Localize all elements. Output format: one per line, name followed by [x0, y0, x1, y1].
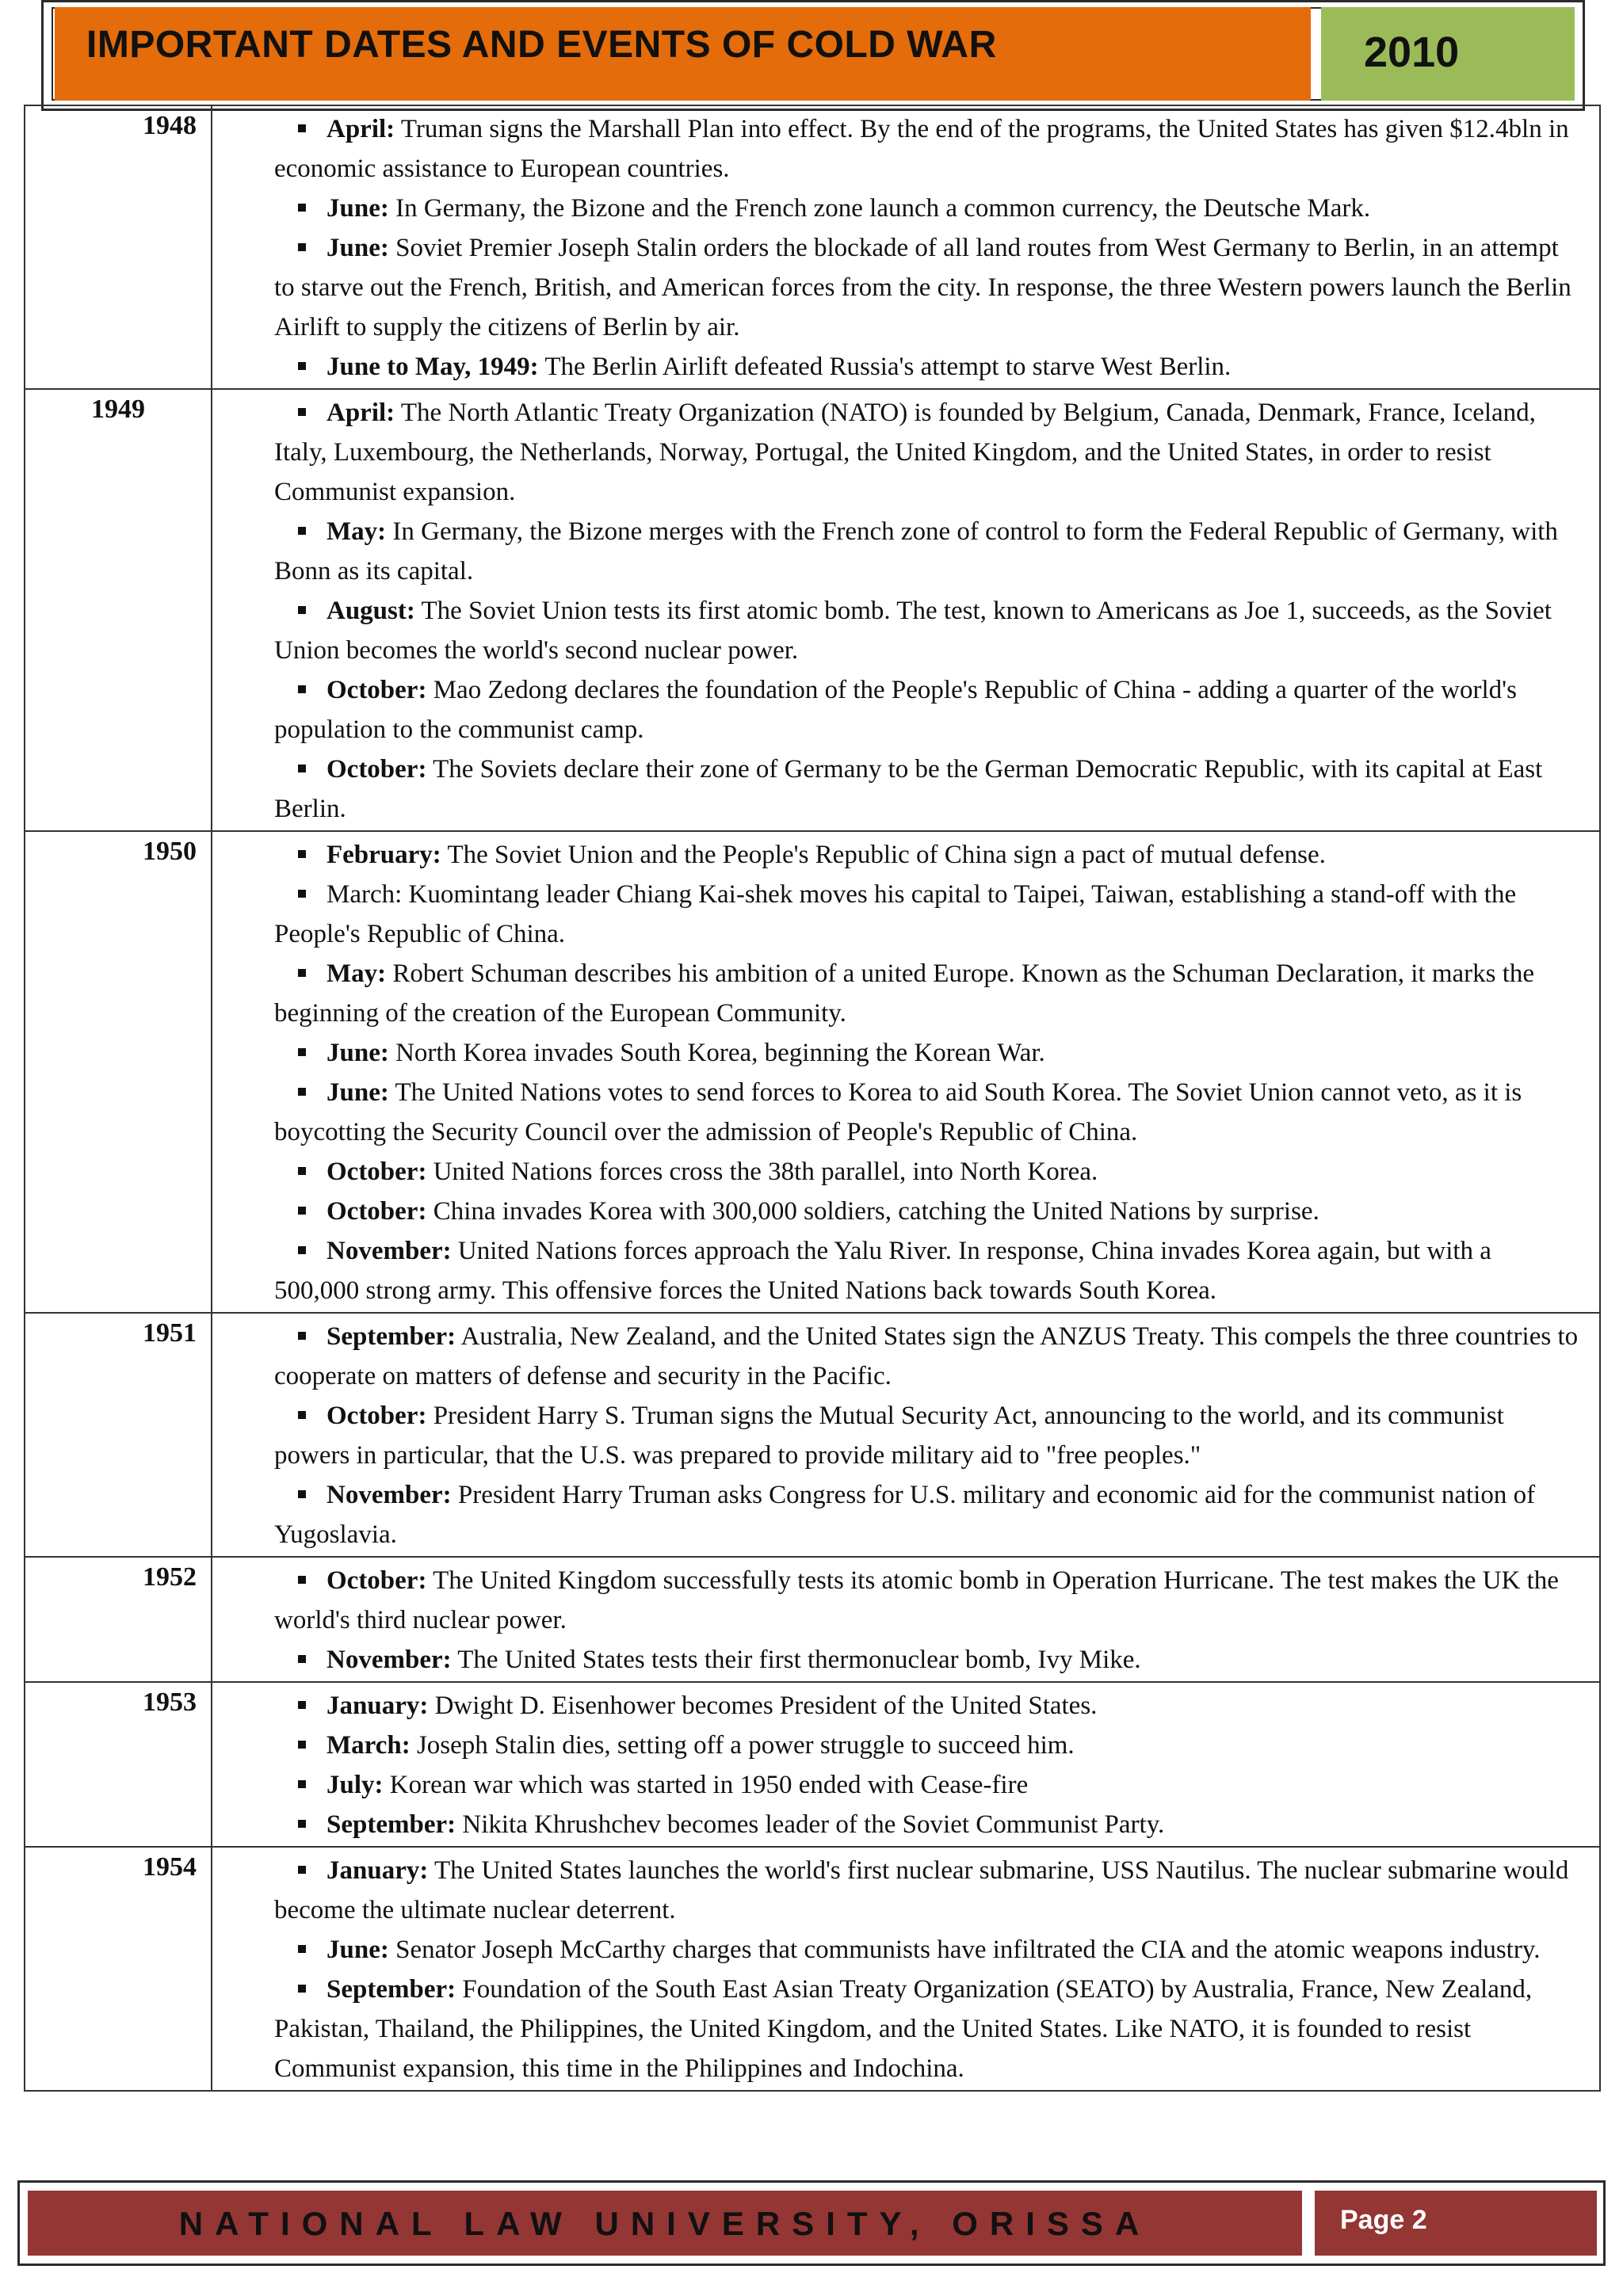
event-item [274, 1640, 1580, 1680]
event-item [274, 189, 1580, 228]
event-description: Robert Schuman describes his ambition of a united Europe. Known as the Schuman Declaration, it marks the beginning of the creation of the European Community. [274, 959, 1535, 1028]
year-cell: 1948 [25, 105, 212, 389]
event-description: The United Nations votes to send forces to Korea to aid South Korea. The Soviet Union cannot veto, as it is boycotting the Security Council over the admission of People's Republic of China. [274, 1078, 1522, 1146]
event-month: March: [327, 1731, 411, 1760]
timeline-row [25, 1557, 1600, 1682]
event-description: The Soviets declare their zone of Germany to be the German Democratic Republic, with its capital at East Berlin. [274, 755, 1543, 823]
year-cell: 1952 [25, 1557, 212, 1682]
square-bullet-icon [298, 1332, 306, 1340]
event-month: January: [327, 1691, 429, 1720]
title-banner [55, 7, 1311, 101]
event-item [274, 749, 1580, 829]
event-item [274, 1765, 1580, 1805]
square-bullet-icon [298, 1780, 306, 1788]
event-item [274, 228, 1580, 347]
event-month: September: [327, 1975, 456, 2004]
event-description: North Korea invades South Korea, beginning the Korean War. [388, 1039, 1045, 1067]
event-description: March: Kuomintang leader Chiang Kai-shek moves his capital to Taipei, Taiwan, establishing a stand-off with the People's Republic of China. [274, 880, 1517, 948]
event-description: The North Atlantic Treaty Organization (NATO) is founded by Belgium, Canada, Denmark, France, Iceland, Italy, Luxembourg, the Netherlands, Norway, Portugal, the United Kingdom, and the United States, in order to resist Communist expansion. [274, 399, 1536, 506]
event-month: July: [327, 1771, 384, 1799]
events-cell [212, 1847, 1600, 2091]
event-month: June: [327, 1936, 389, 1964]
square-bullet-icon [298, 850, 306, 858]
event-month: January: [327, 1856, 429, 1885]
event-description: The United Kingdom successfully tests its atomic bomb in Operation Hurricane. The test makes the UK the world's third nuclear power. [274, 1566, 1559, 1634]
event-month: June: [327, 1078, 389, 1107]
square-bullet-icon [298, 1701, 306, 1709]
event-month: April: [327, 399, 395, 427]
event-month: September: [327, 1810, 456, 1839]
event-month: August: [327, 597, 415, 625]
event-item [274, 347, 1580, 387]
square-bullet-icon [298, 1246, 306, 1254]
event-month: November: [327, 1481, 452, 1509]
event-month: June: [327, 234, 389, 262]
event-month: October: [327, 1402, 427, 1430]
square-bullet-icon [298, 1048, 306, 1056]
square-bullet-icon [298, 1655, 306, 1663]
year-cell: 1951 [25, 1313, 212, 1557]
event-item [274, 109, 1580, 189]
event-item [274, 1073, 1580, 1152]
events-cell [212, 1313, 1600, 1557]
events-cell [212, 389, 1600, 831]
event-item [274, 1152, 1580, 1192]
event-month: June: [327, 194, 389, 223]
timeline-row [25, 105, 1600, 389]
event-item [274, 1231, 1580, 1310]
event-item [274, 1686, 1580, 1726]
event-description: In Germany, the Bizone and the French zone launch a common currency, the Deutsche Mark. [388, 194, 1371, 223]
event-month: June to May, 1949: [327, 353, 539, 381]
event-description: Korean war which was started in 1950 ended with Cease-fire [383, 1771, 1029, 1799]
event-description: President Harry S. Truman signs the Mutual Security Act, announcing to the world, and its communist powers in particular, that the U.S. was prepared to provide military aid to "free peoples." [274, 1402, 1504, 1470]
event-month: September: [327, 1322, 456, 1351]
event-description: Mao Zedong declares the foundation of the People's Republic of China - adding a quarter of the world's population to the communist camp. [274, 676, 1517, 744]
square-bullet-icon [298, 1741, 306, 1749]
event-description: The United States launches the world's first nuclear submarine, USS Nautilus. The nuclear submarine would become the ultimate nuclear deterrent. [274, 1856, 1569, 1924]
square-bullet-icon [298, 890, 306, 898]
event-month: April: [327, 115, 395, 143]
event-month: May: [327, 959, 387, 988]
event-month: October: [327, 1566, 427, 1595]
timeline-body [25, 105, 1600, 2091]
square-bullet-icon [298, 606, 306, 614]
event-item [274, 954, 1580, 1033]
document-year: 2010 [1364, 29, 1460, 76]
timeline-row [25, 831, 1600, 1313]
events-cell [212, 1682, 1600, 1847]
event-description: The Soviet Union and the People's Republic of China sign a pact of mutual defense. [441, 841, 1326, 869]
page-header [41, 0, 1585, 111]
year-banner [1321, 7, 1575, 101]
event-month: October: [327, 1197, 427, 1226]
event-month: February: [327, 841, 441, 869]
page-number-box [1315, 2191, 1597, 2256]
square-bullet-icon [298, 1576, 306, 1584]
event-description: United Nations forces approach the Yalu River. In response, China invades Korea again, but with a 500,000 strong army. This offensive forces the United Nations back towards South Korea. [274, 1237, 1491, 1305]
square-bullet-icon [298, 1820, 306, 1828]
event-item [274, 875, 1580, 954]
event-description: In Germany, the Bizone merges with the French zone of control to form the Federal Republic of Germany, with Bonn as its capital. [274, 517, 1558, 585]
event-month: May: [327, 517, 387, 546]
event-description: The United States tests their first thermonuclear bomb, Ivy Mike. [451, 1646, 1141, 1674]
events-cell [212, 105, 1600, 389]
event-month: November: [327, 1646, 452, 1674]
square-bullet-icon [298, 124, 306, 132]
square-bullet-icon [298, 765, 306, 772]
year-cell: 1950 [25, 831, 212, 1313]
square-bullet-icon [298, 1866, 306, 1874]
event-item [274, 1805, 1580, 1844]
document-title: IMPORTANT DATES AND EVENTS OF COLD WAR [86, 24, 997, 66]
event-item [274, 1396, 1580, 1475]
square-bullet-icon [298, 362, 306, 370]
square-bullet-icon [298, 685, 306, 693]
square-bullet-icon [298, 1945, 306, 1953]
event-item [274, 1851, 1580, 1930]
event-item [274, 835, 1580, 875]
event-item [274, 1930, 1580, 1970]
event-description: The Soviet Union tests its first atomic bomb. The test, known to Americans as Joe 1, succeeds, as the Soviet Union becomes the world's second nuclear power. [274, 597, 1552, 665]
event-description: The Berlin Airlift defeated Russia's attempt to starve West Berlin. [538, 353, 1232, 381]
events-cell [212, 1557, 1600, 1682]
event-item [274, 1192, 1580, 1231]
event-item [274, 1726, 1580, 1765]
timeline-table [24, 105, 1601, 2092]
event-description: Truman signs the Marshall Plan into effect. By the end of the programs, the United States has given $12.4bln in economic assistance to European countries. [274, 115, 1569, 183]
square-bullet-icon [298, 527, 306, 535]
events-cell [212, 831, 1600, 1313]
footer-band [28, 2191, 1302, 2256]
event-description: Dwight D. Eisenhower becomes President of the United States. [428, 1691, 1098, 1720]
event-item [274, 1475, 1580, 1554]
timeline-row [25, 1313, 1600, 1557]
square-bullet-icon [298, 204, 306, 212]
event-description: President Harry Truman asks Congress for U.S. military and economic aid for the communist nation of Yugoslavia. [274, 1481, 1536, 1549]
year-cell: 1954 [25, 1847, 212, 2091]
event-item [274, 670, 1580, 749]
event-description: Senator Joseph McCarthy charges that communists have infiltrated the CIA and the atomic weapons industry. [388, 1936, 1541, 1964]
event-month: October: [327, 755, 427, 784]
event-description: Joseph Stalin dies, setting off a power struggle to succeed him. [410, 1731, 1075, 1760]
event-item [274, 512, 1580, 591]
square-bullet-icon [298, 1088, 306, 1096]
page-number: Page 2 [1340, 2205, 1427, 2235]
square-bullet-icon [298, 408, 306, 416]
event-month: October: [327, 1158, 427, 1186]
square-bullet-icon [298, 1490, 306, 1498]
event-item [274, 1033, 1580, 1073]
square-bullet-icon [298, 1985, 306, 1993]
page-footer [17, 2180, 1606, 2266]
event-item [274, 591, 1580, 670]
event-item [274, 1970, 1580, 2088]
timeline-row [25, 1847, 1600, 2091]
timeline-row [25, 389, 1600, 831]
event-month: October: [327, 676, 427, 704]
event-month: November: [327, 1237, 452, 1265]
event-item [274, 1561, 1580, 1640]
timeline-row [25, 1682, 1600, 1847]
event-description: Nikita Khrushchev becomes leader of the Soviet Communist Party. [456, 1810, 1165, 1839]
institution-name: NATIONAL LAW UNIVERSITY, ORISSA [178, 2205, 1151, 2242]
year-cell: 1953 [25, 1682, 212, 1847]
event-description: China invades Korea with 300,000 soldiers, catching the United Nations by surprise. [426, 1197, 1319, 1226]
square-bullet-icon [298, 1167, 306, 1175]
square-bullet-icon [298, 1411, 306, 1419]
event-description: Australia, New Zealand, and the United States sign the ANZUS Treaty. This compels the three countries to cooperate on matters of defense and security in the Pacific. [274, 1322, 1579, 1390]
event-item [274, 393, 1580, 512]
year-cell: 1949 [25, 389, 212, 831]
event-description: Foundation of the South East Asian Treaty Organization (SEATO) by Australia, France, New Zealand, Pakistan, Thailand, the Philippines, the United Kingdom, and the United States. Like NATO, it is founded to resist Communist expansion, this time in the Philippines and Indochina. [274, 1975, 1533, 2083]
square-bullet-icon [298, 969, 306, 977]
event-description: Soviet Premier Joseph Stalin orders the blockade of all land routes from West Germany to Berlin, in an attempt to starve out the French, British, and American forces from the city. In response, the three Western powers launch the Berlin Airlift to supply the citizens of Berlin by air. [274, 234, 1571, 341]
event-item [274, 1317, 1580, 1396]
square-bullet-icon [298, 1207, 306, 1215]
event-description: United Nations forces cross the 38th parallel, into North Korea. [426, 1158, 1098, 1186]
event-month: June: [327, 1039, 389, 1067]
square-bullet-icon [298, 243, 306, 251]
